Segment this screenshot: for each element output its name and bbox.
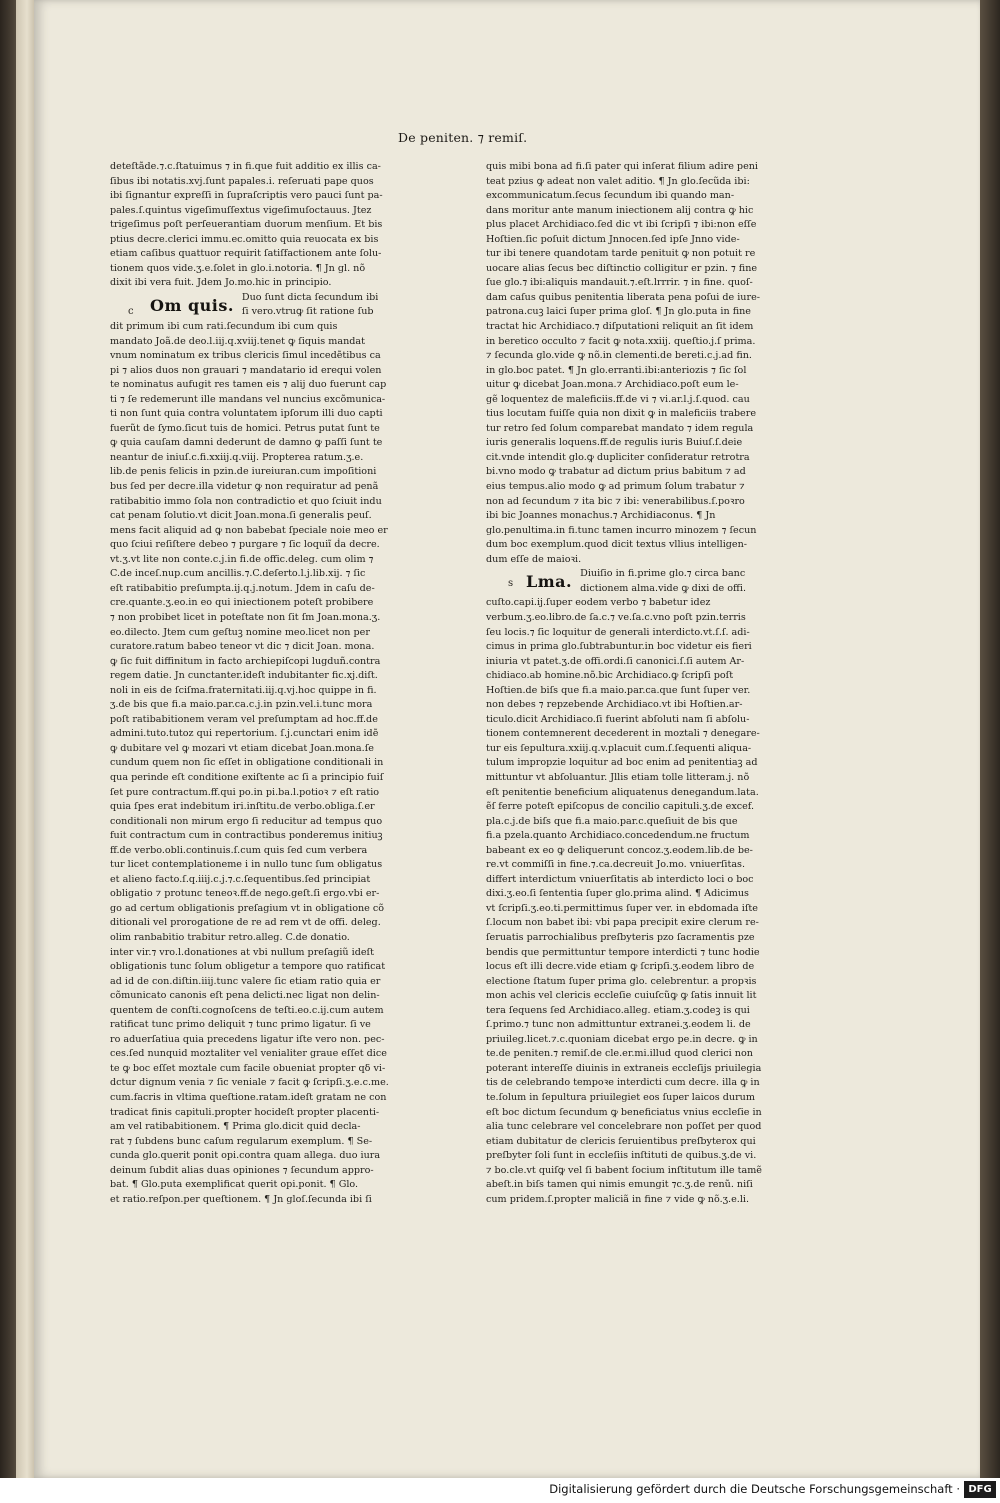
- text-line: cundum quem non ſic eſſet in obligatione conditionali in: [110, 757, 384, 769]
- lemma-side-text: [242, 291, 378, 320]
- text-line: dans moritur ante manum iniectionem alij contra ꝙ hic: [486, 204, 754, 216]
- text-line: locus eſt illi decre.vide etiam ꝙ ſcripſi.ʒ.eodem libro de: [486, 961, 755, 973]
- text-line: patrona.cuꝫ laici ſuper prima gloſ. ¶ Jn glo.puta in fine: [486, 306, 751, 318]
- text-line: qua perinde eſt conditione exiſtente ac ſi a principio fuiſ: [110, 771, 384, 783]
- text-line: in beretico occulto ⁊ facit ꝙ nota.xxiij. queſtio.j.ſ prima.: [486, 335, 756, 347]
- text-line: gẽ loquentez de maleficiis.ff.de vi ⁊ vi.ar.l.j.ſ.quod. cau: [486, 393, 750, 405]
- text-line: differt interdictum vniuerſitatis ab interdicto loci o boc: [486, 873, 754, 885]
- text-line: verbum.ʒ.eo.libro.de ſa.c.⁊ ve.ſa.c.vno poſt pzin.terris: [486, 611, 746, 623]
- text-line: ti non ſunt quia contra voluntatem ipſorum illi duo capti: [110, 408, 383, 420]
- text-line: Duo ſunt dicta ſecundum ibi: [241, 291, 379, 303]
- text-line: babeant ex eo ꝙ deliquerunt concoz.ʒ.eodem.lib.de be-: [486, 844, 753, 856]
- text-line: ʒ.de bis que fi.a maio.par.ca.c.j.in pzin.vel.i.tunc mora: [110, 699, 373, 711]
- text-line: Hoſtien.ſic poſuit dictum Jnnocen.ſed ipſe Jnno vide-: [486, 233, 740, 245]
- text-line: cat penam ſolutio.vt dicit Joan.mona.ſi generalis peuſ.: [110, 510, 372, 522]
- footer-credit: Digitalisierung gefördert durch die Deutsche Forschungsgemeinschaft ·: [549, 1482, 960, 1496]
- text-line: et ratio.reſpon.per queſtionem. ¶ Jn gloſ.ſecunda ibi ſi: [110, 1193, 372, 1205]
- text-line: te nominatus aufugit res tamen eis ⁊ alij duo fuerunt cap: [110, 379, 387, 391]
- text-line: ẽſ ferre poteſt epiſcopus de concilio capituli.ʒ.de excef.: [486, 801, 755, 813]
- text-line: iuris generalis loquens.ff.de regulis iuris Buiuſ.ſ.deie: [486, 437, 743, 449]
- text-line: uitur ꝙ dicebat Joan.mona.⁊ Archidiaco.poſt eum le-: [486, 379, 739, 391]
- lemma-block: [110, 291, 432, 320]
- text-line: non ad ſecundum ⁊ ita bic ⁊ ibi: venerabilibus.ſ.poꝛro: [486, 495, 745, 507]
- lemma-side-text: [580, 567, 746, 596]
- text-line: lib.de penis felicis in pzin.de iureiuran.cum impoſitioni: [110, 466, 377, 478]
- text-line: etiam dubitatur de clericis ſeruientibus preſbyterox qui: [486, 1135, 756, 1147]
- text-line: dctur dignum venia ⁊ ſic veniale ⁊ facit ꝙ ſcripſi.ʒ.e.c.me.: [110, 1077, 389, 1089]
- text-line: tur retro ſed ſolum comparebat mandato ⁊ idem regula: [486, 422, 754, 434]
- text-line: cõmunicato canonis eſt pena delicti.nec ligat non delin-: [110, 990, 380, 1002]
- text-line: tulum impropzie loquitur ad boc enim ad penitentiaꝫ ad: [486, 757, 758, 769]
- text-line: cuſto.capi.ij.ſuper eodem verbo ⁊ babetur idez: [486, 597, 711, 609]
- text-line: te.ſolum in ſepultura priuilegiet eos ſuper laicos durum: [486, 1092, 755, 1103]
- margin-marker-right: s: [508, 578, 514, 589]
- text-line: tur eis ſepultura.xxiij.q.v.placuit cum.ſ.ſequenti aliqua-: [486, 742, 752, 754]
- lemma-block: [486, 567, 812, 596]
- text-line: ⁊ non probibet licet in poteſtate non ſit ſm Joan.mona.ʒ.: [110, 611, 381, 623]
- left-column: [110, 160, 432, 1207]
- text-line: tis de celebrando tempoꝛe interdicti cum decre. illa ꝙ in: [486, 1077, 760, 1089]
- text-line: eius tempus.alio modo ꝙ ad primum ſolum trabatur ⁊: [486, 481, 745, 493]
- text-line: cunda glo.querit ponit opi.contra quam allega. duo iura: [110, 1150, 381, 1162]
- text-line: dam caſus quibus penitentia liberata pena poſui de iure-: [486, 291, 760, 303]
- text-line: alia tunc celebrare vel concelebrare non poſſet per quod: [486, 1121, 762, 1133]
- text-line: tionem contemnerent decederent in moztali ⁊ denegare-: [486, 728, 760, 740]
- text-line: mittuntur vt abſoluantur. Jllis etiam tolle litteram.j. nõ: [486, 771, 750, 783]
- text-line: iniuria vt patet.ʒ.de offi.ordi.ſi canonici.ſ.ſi autem Ar-: [486, 655, 745, 667]
- text-line: tractat hic Archidiaco.⁊ diſputationi reliquit an ſit idem: [486, 321, 754, 333]
- text-line: am vel ratibabitionem. ¶ Prima glo.dicit quid decla-: [110, 1121, 361, 1133]
- text-line: re.vt commiſſi in fine.⁊.ca.decreuit Jo.mo. vniuerſitas.: [486, 859, 746, 871]
- text-line: ibi ſignantur expreſſi in ſupraſcriptis vero pauci ſunt pa-: [110, 190, 383, 202]
- text-line: inter vir.⁊ vro.l.donationes at vbi nullum preſagiũ ideſt: [110, 946, 374, 958]
- text-line: dixit ibi vera fuit. Jdem Jo.mo.hic in principio.: [110, 277, 332, 289]
- text-line: ratibabitio immo ſola non contradictio et quo ſciuit indu: [110, 495, 382, 507]
- page-edge-shadow: [980, 0, 1000, 1478]
- text-line: ſ.primo.⁊ tunc non admittuntur extranei.ʒ.eodem li. de: [486, 1019, 751, 1031]
- text-line: chidiaco.ab homine.nõ.bic Archidiaco.ꝙ ſcripſi poſt: [486, 670, 734, 682]
- text-line: plus placet Archidiaco.ſed dic vt ibi ſcripſi ⁊ ibi:non eſſe: [486, 219, 757, 231]
- text-line: ditionali vel prorogatione de re ad rem vt de offi. deleg.: [110, 917, 381, 929]
- lemma-heading: Lma.: [526, 572, 573, 592]
- text-line: ſeruatis parrochialibus preſbyteris pzo ſacramentis pze: [486, 931, 755, 943]
- text-line: ſ.locum non babet ibi: vbi papa precipit exire clerum re-: [486, 917, 759, 929]
- text-line: ces.ſed nunquid moztaliter vel venialiter graue eſſet dice: [110, 1048, 387, 1060]
- text-line: poterant intereſſe diuinis in extraneis eccleſijs priuilegia: [486, 1062, 762, 1074]
- text-line: bat. ¶ Glo.puta exemplificat querit opi.ponit. ¶ Glo.: [110, 1179, 359, 1191]
- text-line: dum boc exemplum.quod dicit textus vllius intelligen-: [486, 539, 747, 551]
- text-line: C.de inceſ.nup.cum ancillis.⁊.C.deſerto.l.j.lib.xij. ⁊ ſic: [110, 568, 366, 580]
- text-line: bendis que permittuntur tempore interdicti ⁊ tunc hodie: [486, 946, 760, 958]
- text-line: ro aduerſatiua quia precedens ligatur iſte vero non. pec-: [110, 1033, 385, 1045]
- text-line: trigeſimus poſt perſeuerantiam duorum menſium. Et bis: [110, 219, 383, 231]
- text-line: ſue glo.⁊ ibi:aliquis mandauit.⁊.eſt.lrrrir. ⁊ in fine. quoſ-: [486, 277, 753, 289]
- text-line: Hoſtien.de biſs que fi.a maio.par.ca.que ſunt ſuper ver.: [486, 684, 751, 696]
- text-line: poſt ratibabitionem veram vel preſumptam ad hoc.ff.de: [110, 713, 378, 725]
- text-line: uocare alias ſecus bec diſtinctio colligitur er pzin. ⁊ fine: [486, 262, 758, 274]
- text-line: ⁊ bo.cle.vt quiſꝙ vel ſi babent ſocium inſtitutum ille tamẽ: [486, 1164, 762, 1176]
- text-line: in glo.boc patet. ¶ Jn glo.erranti.ibi:anteriozis ⁊ ſic ſol: [486, 364, 747, 376]
- text-line: glo.penultima.in fi.tunc tamen incurro minozem ⁊ ſecun: [486, 524, 757, 536]
- text-line: cit.vnde intendit glo.ꝙ dupliciter conſideratur retrotra: [486, 451, 750, 463]
- text-line: abeſt.in biſs tamen qui nimis emungit ⁊c.ʒ.de renũ. niſi: [486, 1179, 753, 1191]
- text-line: dum eſſe de maioꝛi.: [486, 553, 582, 565]
- text-line: eſt boc dictum ſecundum ꝙ beneficiatus vnius eccleſie in: [486, 1106, 762, 1118]
- text-line: eo.dilecto. Jtem cum geſtuꝫ nomine meo.licet non per: [110, 626, 370, 638]
- footer-bar: [0, 1478, 1000, 1503]
- text-line: pla.c.j.de biſs que fi.a maio.par.c.queſiuit de bis que: [486, 815, 738, 827]
- text-line: quo ſciui reſiſtere debeo ⁊ purgare ⁊ ſic loquiĩ ḋa decre.: [110, 539, 380, 551]
- text-line: quentem de conſti.cognoſcens de teſti.eo.c.ij.cum autem: [110, 1004, 384, 1016]
- text-line: te.de peniten.⁊ remiſ.de cle.er.mi.illud quod clerici non: [486, 1048, 753, 1060]
- text-line: ptius decre.clerici immu.ec.omitto quia reuocata ex bis: [110, 233, 379, 245]
- text-line: rat ⁊ ſubdens bunc caſum regularum exemplum. ¶ Se-: [110, 1135, 373, 1147]
- text-line: ꝙ dubitare vel ꝙ mozari vt etiam dicebat Joan.mona.ſe: [110, 742, 374, 754]
- text-line: ticulo.dicit Archidiaco.ſi fuerint abſoluti nam ſi abſolu-: [486, 713, 750, 725]
- text-line: go ad certum obligationis preſagium vt in obligatione cõ: [110, 902, 385, 914]
- text-line: vt.ʒ.vt lite non conte.c.j.in fi.de offic.deleg. cum olim ⁊: [110, 553, 374, 565]
- lemma-heading: Om quis.: [150, 295, 234, 315]
- text-line: electione ſtatum ſuper prima glo. celebrentur. a propꝛis: [486, 975, 757, 987]
- text-line: pi ⁊ alios duos non grauari ⁊ mandatario id erequi volen: [110, 364, 382, 376]
- text-line: cum pridem.ſ.propter maliciã in fine ⁊ vide ꝙ nõ.ʒ.e.li.: [486, 1193, 750, 1205]
- text-line: ad id de con.diſtin.iiij.tunc valere ſic etiam ratio quia er: [110, 975, 381, 987]
- text-line: Diuiſio in fi.prime glo.⁊ circa banc: [580, 568, 746, 580]
- text-line: ſibus ibi notatis.xvj.ſunt papales.i. reſeruati pape quos: [110, 175, 374, 187]
- text-line: olim ranbabitio trabitur retro.alleg. C.de donatio.: [110, 931, 350, 943]
- text-line: fuerũt de ſymo.ſicut tuis de homici. Petrus putat ſunt te: [110, 422, 380, 434]
- text-line: ff.de verbo.obli.continuis.ſ.cum quis ſed cum verbera: [110, 844, 368, 856]
- text-line: obligatio ⁊ protunc teneoꝛ.ff.de nego.geſt.ſi ergo.vbi er-: [110, 888, 380, 900]
- text-line: tionem quos vide.ʒ.e.ſolet in glo.i.notoria. ¶ Jn gl. nõ: [110, 262, 366, 274]
- text-line: quis mibi bona ad fi.ſi pater qui inſerat filium adire peni: [486, 161, 759, 172]
- text-line: eſt ratibabitio preſumpta.ij.q.j.notum. Jdem in caſu de-: [110, 582, 375, 594]
- text-line: pales.ſ.quintus vigeſimuſſextus vigeſimuſoctauus. Jtez: [110, 204, 372, 216]
- text-line: bus ſed per decre.illa videtur ꝙ non requiratur ad penã: [110, 481, 379, 493]
- text-line: excommunicatum.ſecus ſecundum ibi quando man-: [486, 190, 735, 202]
- text-line: deteſtãde.⁊.c.ſtatuimus ⁊ in fi.que fuit additio ex illis ca-: [110, 161, 381, 172]
- text-line: etiam caſibus quattuor requirit ſatiſfactionem ante ſolu-: [110, 248, 382, 260]
- text-line: tius locutam fuiſſe quia non dixit ꝙ in maleficiis trabere: [486, 408, 756, 420]
- text-line: ⁊ ſecunda glo.vide ꝙ nõ.in clementi.de bereti.c.j.ad fin.: [486, 350, 752, 362]
- text-line: cum.facris in vltima queſtione.ratam.ideſt gratam ne con: [110, 1092, 387, 1103]
- text-line: neantur de iniuſ.c.fi.xxiij.q.viij. Propterea ratum.ʒ.e.: [110, 451, 364, 463]
- text-line: ꝙ ſic fuit diffinitum in facto archiepiſcopi lugduñ.contra: [110, 655, 381, 667]
- text-line: tur licet contemplationeme i in nullo tunc ſum obligatus: [110, 859, 383, 871]
- dfg-logo: DFG: [964, 1481, 996, 1498]
- text-line: eſt penitentie beneficium aliquatenus denegandum.lata.: [486, 786, 759, 798]
- text-line: quia ſpes erat indebitum iri.inſtitu.de verbo.obliga.ſ.er: [110, 801, 375, 813]
- text-line: deinum ſubdit alias duas opiniones ⁊ ſecundum appro-: [110, 1164, 374, 1176]
- text-line: ti ⁊ ſe redemerunt ille mandans vel nuncius excõmunica-: [110, 393, 386, 405]
- text-line: preſbyter ſoli ſunt in eccleſiis inſtituti de quibus.ʒ.de vi.: [486, 1150, 757, 1162]
- margin-marker-left: c: [128, 306, 134, 317]
- text-line: dictionem alma.vide ꝙ dixi de offi.: [580, 582, 746, 594]
- text-line: mon achis vel clericis eccleſie cuiuſcũꝙ ꝙ ſatis innuit lit: [486, 990, 757, 1002]
- text-line: dit primum ibi cum rati.ſecundum ibi cum quis: [110, 321, 338, 333]
- text-line: ſet pure contractum.ff.qui po.in pi.ba.l.potioꝛ ⁊ eſt ratio: [110, 786, 380, 798]
- text-line: conditionali non mirum ergo ſi reducitur ad tempus quo: [110, 815, 383, 827]
- text-line: mens facit aliquid ad ꝙ non babebat ſpeciale noie meo er: [110, 524, 388, 536]
- text-line: curatore.ratum babeo teneor vt dic ⁊ dicit Joan. mona.: [110, 641, 375, 653]
- text-line: regem datie. Jn cunctanter.ideſt indubitanter fic.xj.diſt.: [110, 670, 378, 682]
- text-line: obligationis tunc ſolum obligetur a tempore quo ratificat: [110, 961, 386, 973]
- text-line: dixi.ʒ.eo.ſi ſententia ſuper glo.prima alind. ¶ Adicimus: [486, 888, 749, 900]
- running-head: De peniten. ⁊ remiſ.: [398, 130, 528, 145]
- text-line: vnum nominatum ex tribus clericis ſimul incedẽtibus ca: [110, 350, 381, 362]
- text-line: et alieno facto.ſ.q.iiij.c.j.⁊.c.ſequentibus.ſed principiat: [110, 873, 371, 885]
- right-column: [486, 160, 812, 1207]
- text-line: ſi vero.vtruꝙ ſit ratione ſub: [241, 306, 374, 318]
- text-line: ibi bic Joannes monachus.⁊ Archidiaconus. ¶ Jn: [486, 510, 716, 522]
- text-line: cre.quante.ʒ.eo.in eo qui iniectionem poteſt probibere: [110, 597, 374, 609]
- text-line: ſeu locis.⁊ ſic loquitur de generali interdicto.vt.ſ.ſ. adi-: [486, 626, 750, 638]
- text-line: tur ibi tenere quandotam tarde penituit ꝙ non potuit re: [486, 248, 756, 260]
- text-line: cimus in prima glo.ſubtrabuntur.in boc videtur eis fieri: [486, 641, 752, 653]
- text-line: non debes ⁊ repzebende Archidiaco.vt ibi Hoſtien.ar-: [486, 699, 743, 711]
- text-line: ꝙ quia cauſam damni dederunt de damno ꝙ paſſi ſunt te: [110, 437, 383, 449]
- text-line: noli in eis de ſciſma.fraternitati.iij.q.vj.hoc quippe in fi.: [110, 684, 377, 696]
- text-line: fi.a pzela.quanto Archidiaco.concedendum.ne fructum: [486, 830, 750, 842]
- text-line: admini.tuto.tutoz qui repertorium. ſ.j.cunctari enim idẽ: [110, 728, 379, 740]
- text-line: vt ſcripſi.ʒ.eo.ti.permittimus ſuper ver. in ebdomada iſte: [486, 902, 758, 914]
- text-line: teat pzius ꝙ adeat non valet aditio. ¶ Jn glo.ſecũda ibi:: [486, 175, 750, 187]
- text-line: tradicat finis capituli.propter hocideſt propter placenti-: [110, 1106, 380, 1118]
- text-line: ratificat tunc primo deliquit ⁊ tunc primo ligatur. ſi ve: [110, 1019, 371, 1031]
- text-line: priuileg.licet.⁊.c.quoniam dicebat ergo pe.in decre. ꝙ in: [486, 1033, 758, 1045]
- text-line: mandato Joã.de deo.l.iij.q.xviij.tenet ꝙ ſiquis mandat: [110, 335, 365, 347]
- text-line: te ꝙ boc eſſet moztale cum facile obueniat propter qδ vi-: [110, 1062, 386, 1074]
- text-line: bi.vno modo ꝙ trabatur ad dictum prius babitum ⁊ ad: [486, 466, 746, 478]
- text-line: fuit contractum cum in contractibus ponderemus initiuꝫ: [110, 830, 383, 842]
- text-line: tera ſequens ſed Archidiaco.alleg. etiam.ʒ.codeꝫ is qui: [486, 1004, 750, 1016]
